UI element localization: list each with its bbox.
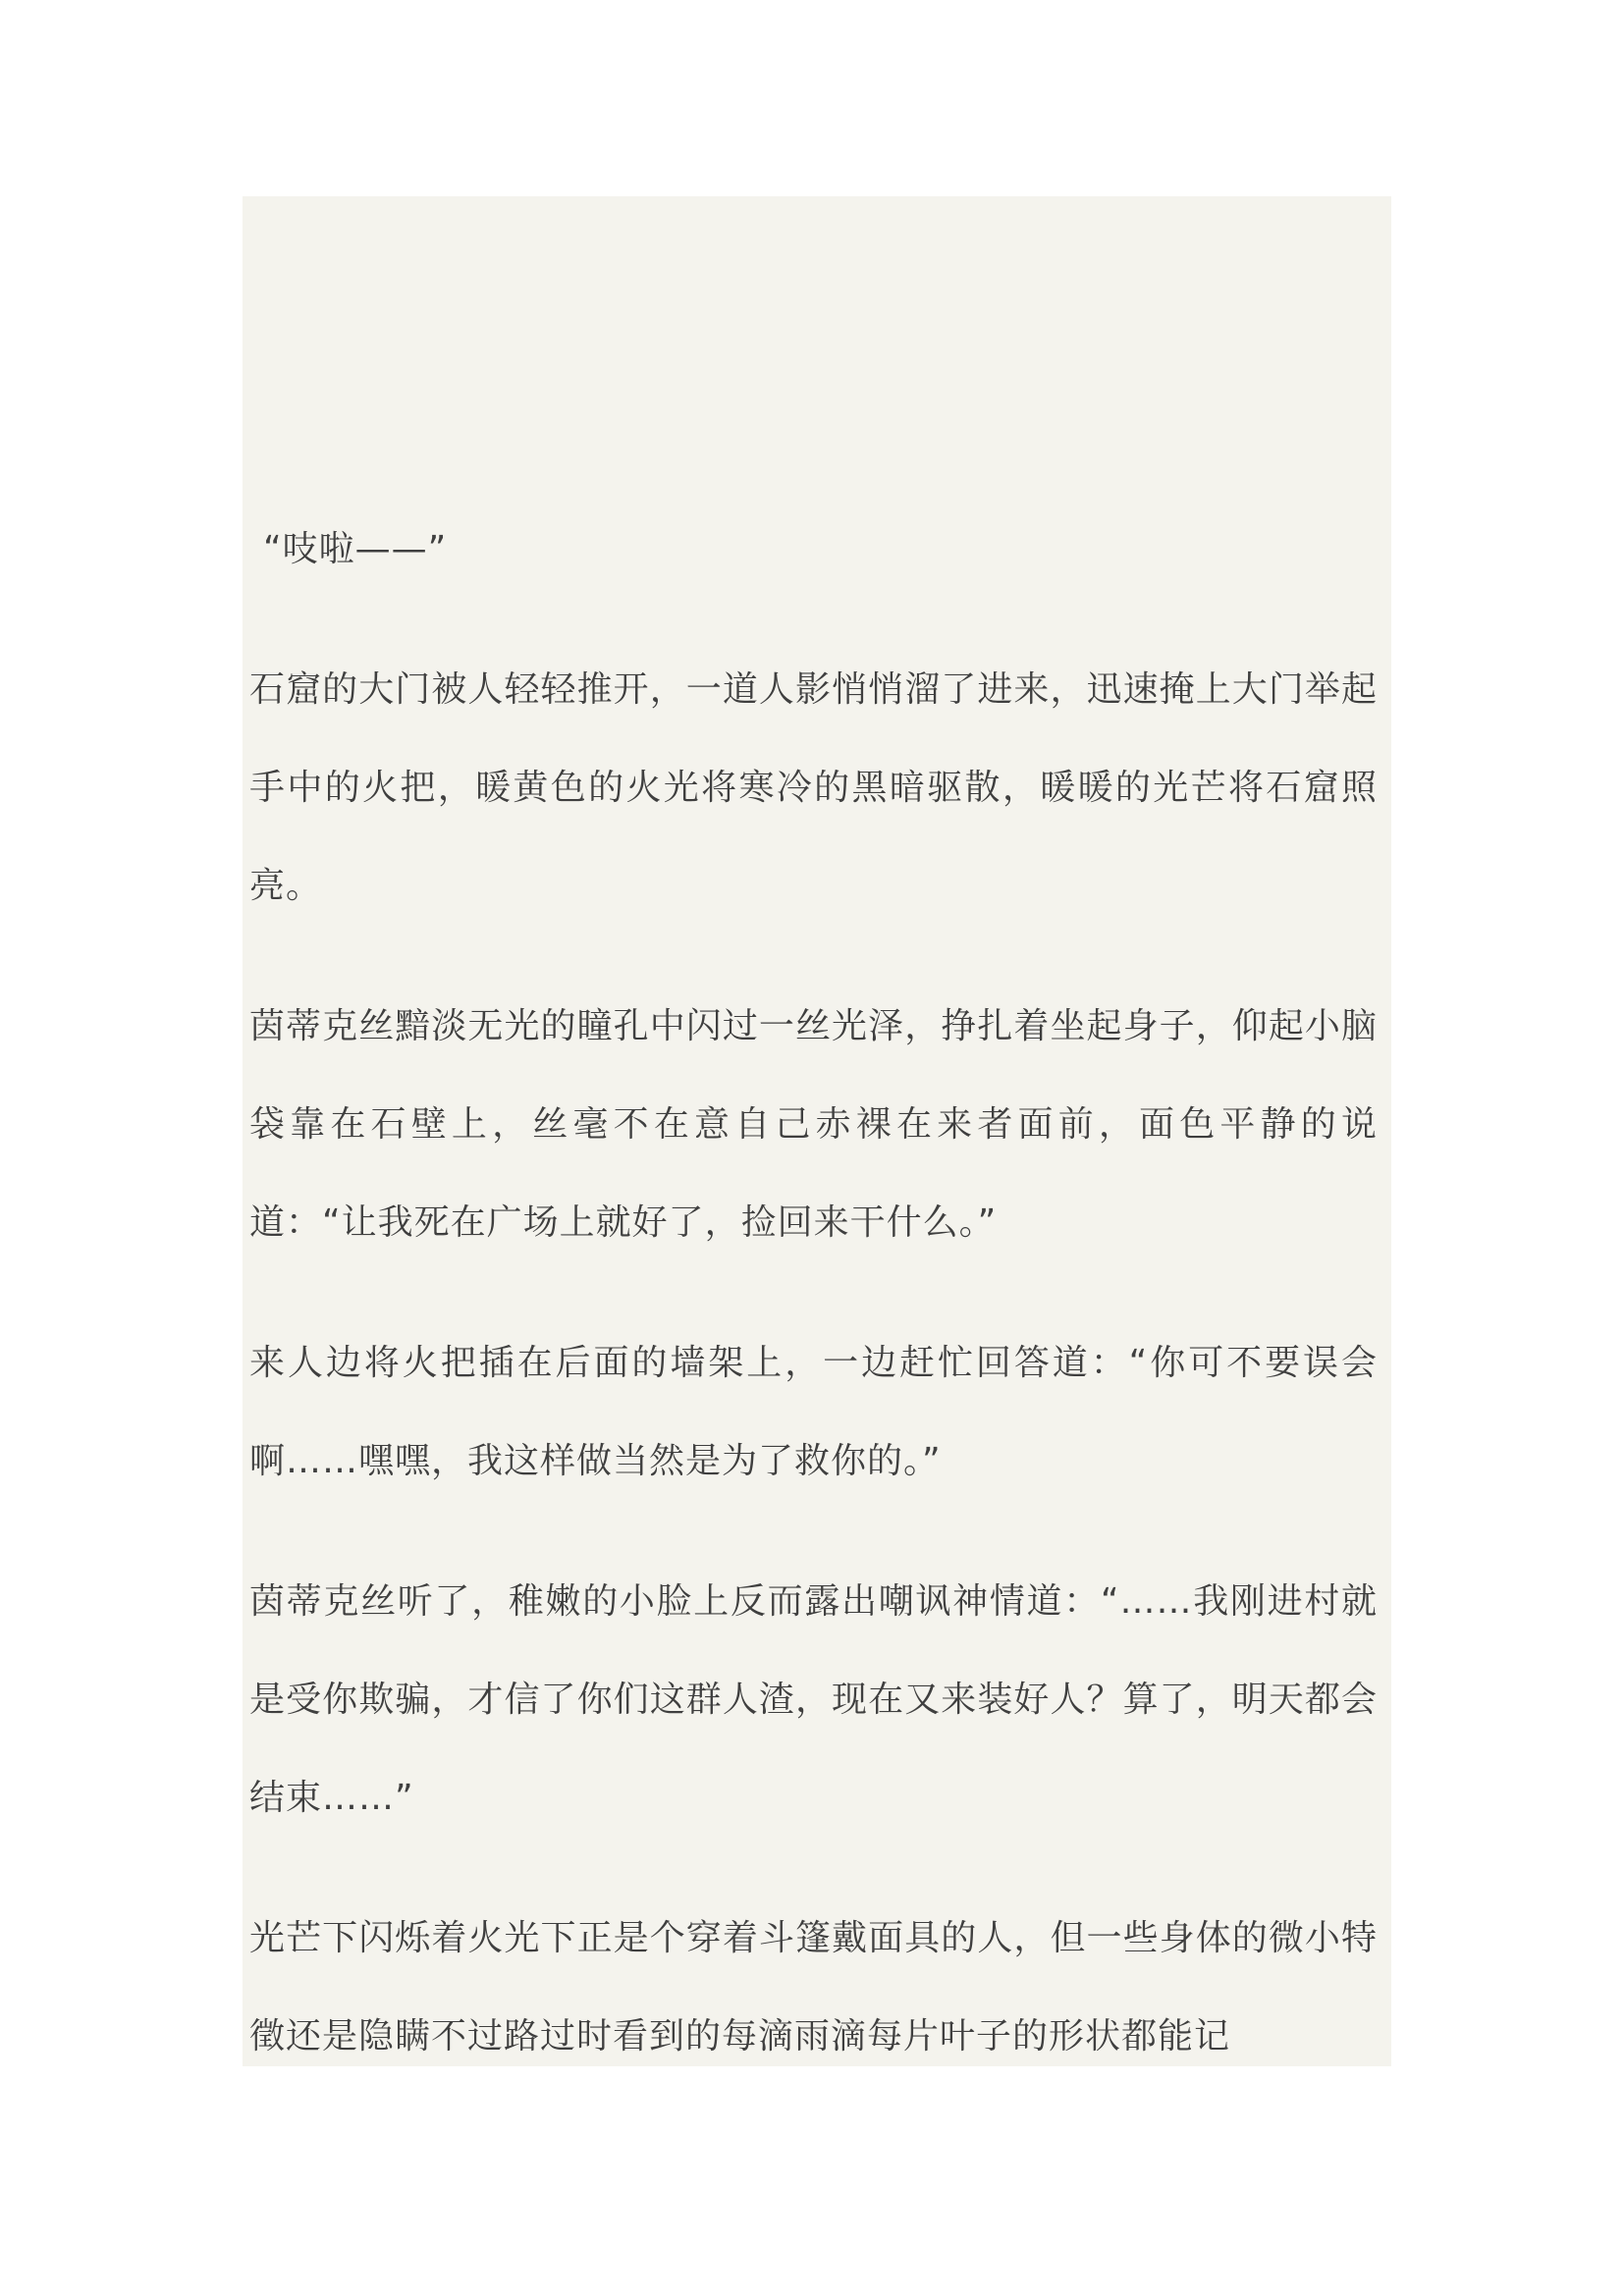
paragraph-cloaked-figure: 光芒下闪烁着火光下正是个穿着斗篷戴面具的人，但一些身体的微小特徵还是隐瞒不过路过时看到的每滴雨滴每片叶子的形状都能记 (249, 1918, 1378, 2056)
paragraph-visitor-replies: 来人边将火把插在后面的墙架上，一边赶忙回答道：“你可不要误会啊……嘿嘿，我这样做当然是为了救你的。” (249, 1343, 1378, 1481)
paragraph-index-mocks: 茵蒂克丝听了，稚嫩的小脸上反而露出嘲讽神情道：“……我刚进村就是受你欺骗，才信了你们这群人渣，现在又来装好人？算了，明天都会结束……” (249, 1581, 1378, 1818)
paragraph-index-speaks: 茵蒂克丝黯淡无光的瞳孔中闪过一丝光泽，挣扎着坐起身子，仰起小脑袋靠在石壁上，丝毫不在意自己赤裸在来者面前，面色平静的说道：“让我死在广场上就好了，捡回来干什么。” (249, 1006, 1378, 1243)
document-page (243, 196, 1391, 2066)
paragraph-sound-effect: “吱啦——” (263, 529, 448, 569)
paragraph-door-opens: 石窟的大门被人轻轻推开，一道人影悄悄溜了进来，迅速掩上大门举起手中的火把，暖黄色的火光将寒冷的黑暗驱散，暖暖的光芒将石窟照亮。 (249, 669, 1378, 906)
